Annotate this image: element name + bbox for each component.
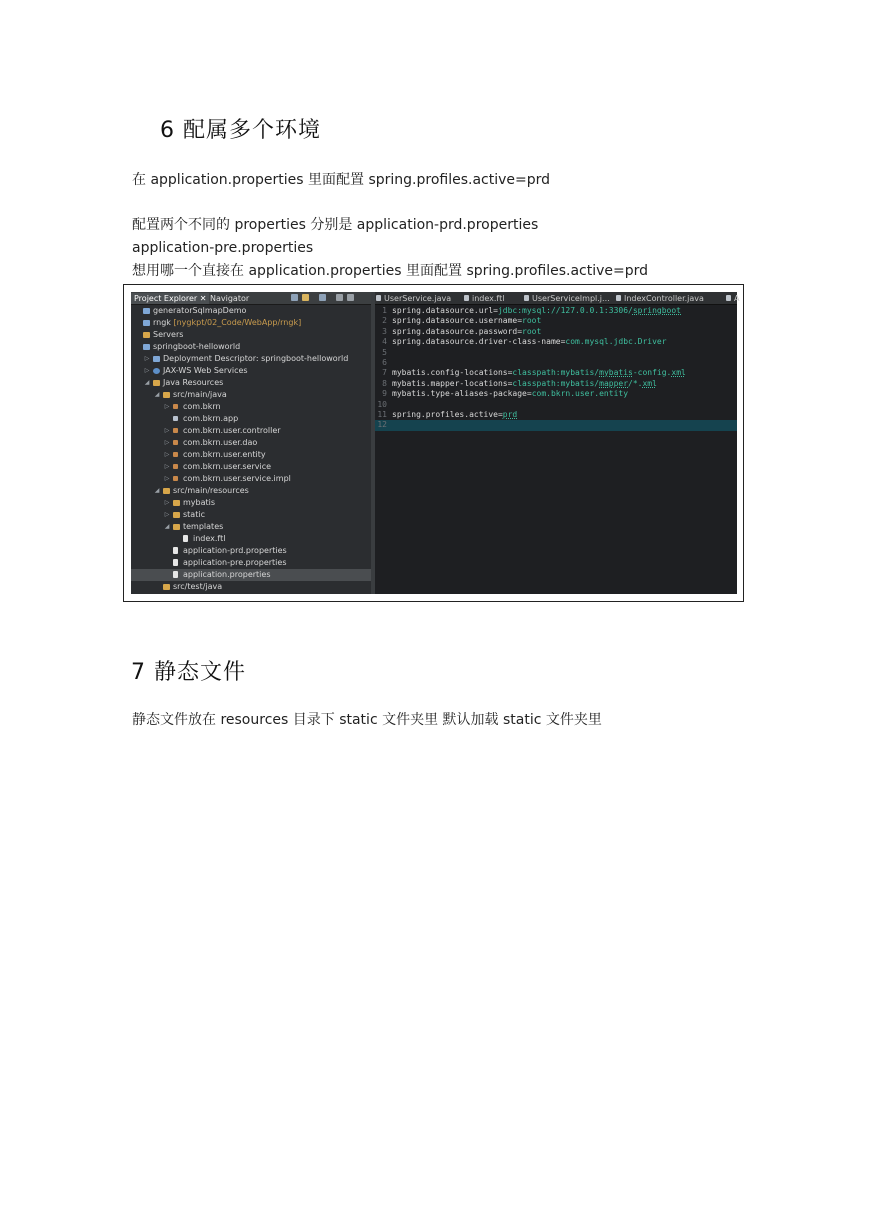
code-line[interactable] [375, 306, 737, 316]
tree-item-label: rngk [nygkpt/02_Code/WebApp/rngk] [153, 318, 302, 327]
code-text: spring.datasource.password=root [392, 326, 542, 336]
file-icon [173, 547, 178, 554]
code-line[interactable] [375, 400, 737, 410]
tree-item[interactable] [131, 557, 371, 569]
section-6-paragraph-3: application-pre.properties [132, 240, 314, 256]
code-line[interactable] [375, 316, 737, 326]
view-menu-icon[interactable] [319, 294, 326, 301]
editor-tab[interactable]: UserServiceImpl.j... [523, 293, 610, 304]
tree-item-label: springboot-helloworld [153, 342, 241, 351]
tree-item-label: Servers [153, 330, 184, 339]
tab-project-explorer[interactable]: Project Explorer ✕ [131, 293, 209, 304]
tree-item[interactable] [131, 425, 371, 437]
tree-item-label: Deployment Descriptor: springboot-helloworld [163, 354, 349, 363]
code-text: spring.datasource.url=jdbc:mysql://127.0.0.1:3306/springboot [392, 306, 681, 315]
file-icon [173, 559, 178, 566]
project-icon [153, 356, 160, 362]
project-icon [143, 308, 150, 314]
ide-screenshot-frame [123, 284, 744, 602]
code-text: spring.datasource.driver-class-name=com.mysql.jdbc.Driver [392, 337, 667, 347]
package-icon [173, 464, 178, 469]
code-line[interactable] [375, 337, 737, 347]
package-icon [173, 404, 178, 409]
package-icon [173, 440, 178, 445]
tree-item-label: index.ftl [193, 534, 226, 543]
tree-item[interactable] [131, 461, 371, 473]
tree-item[interactable] [131, 509, 371, 521]
project-icon [143, 320, 150, 326]
line-number: 10 [377, 399, 387, 409]
code-line[interactable] [375, 379, 737, 389]
code-text: mybatis.config-locations=classpath:mybatis/mybatis-config.xml [392, 368, 686, 378]
line-number: 5 [382, 347, 387, 357]
tree-item[interactable] [131, 341, 371, 353]
folder-icon [163, 584, 170, 590]
explorer-tab-bar [131, 292, 371, 305]
expand-arrow-icon[interactable]: ▷ [164, 427, 170, 434]
collapse-all-icon[interactable] [291, 294, 298, 301]
code-line[interactable] [375, 420, 737, 430]
line-number: 12 [377, 420, 387, 430]
expand-arrow-icon[interactable]: ▷ [164, 499, 170, 506]
tree-item-label: com.bkrn [183, 402, 221, 411]
editor-tab[interactable]: A [725, 293, 739, 304]
project-tree [131, 305, 371, 593]
section-6-paragraph-1: 在 application.properties 里面配置 spring.profiles.active=prd [132, 172, 551, 188]
expand-arrow-icon[interactable]: ▷ [144, 367, 150, 374]
section-7-heading: 7 静态文件 [131, 660, 246, 685]
tree-item[interactable] [131, 485, 371, 497]
project-explorer-panel [131, 292, 371, 594]
expand-arrow-icon[interactable]: ▷ [164, 463, 170, 470]
collapse-arrow-icon[interactable]: ◢ [154, 487, 160, 494]
folder-icon [163, 392, 170, 398]
tree-item[interactable] [131, 365, 371, 377]
tree-item-label: com.bkrn.user.controller [183, 426, 281, 435]
line-number: 6 [382, 357, 387, 367]
expand-arrow-icon[interactable]: ▷ [164, 439, 170, 446]
code-line[interactable] [375, 327, 737, 337]
code-line[interactable] [375, 358, 737, 368]
folder-icon [143, 332, 150, 338]
tree-item-path: [nygkpt/02_Code/WebApp/rngk] [170, 318, 302, 327]
code-line[interactable] [375, 389, 737, 399]
collapse-arrow-icon[interactable]: ◢ [144, 379, 150, 386]
link-editor-icon[interactable] [302, 294, 309, 301]
project-icon [143, 344, 150, 350]
code-line[interactable] [375, 348, 737, 358]
line-number: 7 [382, 368, 387, 378]
tree-item-label: com.bkrn.user.entity [183, 450, 266, 459]
section-6-heading: 6 配属多个环境 [160, 118, 321, 143]
tree-item[interactable] [131, 377, 371, 389]
tree-item[interactable] [131, 329, 371, 341]
tree-item-label: application.properties [183, 570, 271, 579]
editor-panel [375, 292, 740, 594]
code-text: spring.profiles.active=prd [392, 409, 518, 419]
expand-arrow-icon[interactable]: ▷ [164, 475, 170, 482]
expand-arrow-icon[interactable]: ▷ [164, 403, 170, 410]
folder-icon [163, 488, 170, 494]
code-text: mybatis.type-aliases-package=com.bkrn.user.entity [392, 389, 629, 399]
folder-icon [173, 512, 180, 518]
section-6-paragraph-2: 配置两个不同的 properties 分别是 application-prd.properties [132, 217, 539, 233]
tree-item-label: generatorSqlmapDemo [153, 306, 247, 315]
package-icon [173, 452, 178, 457]
tree-item-label: src/main/resources [173, 486, 249, 495]
tree-item-label: src/test/java [173, 582, 223, 591]
tab-navigator[interactable]: Navigator [210, 294, 250, 303]
tree-item[interactable] [131, 569, 371, 581]
tree-item[interactable] [131, 437, 371, 449]
web-service-icon [153, 368, 160, 374]
tree-item[interactable] [131, 413, 371, 425]
file-icon [173, 571, 178, 578]
tree-item[interactable] [131, 449, 371, 461]
tree-item-label: com.bkrn.app [183, 414, 239, 423]
tree-item-label: com.bkrn.user.service [183, 462, 272, 471]
code-line[interactable] [375, 368, 737, 378]
collapse-arrow-icon[interactable]: ◢ [164, 523, 170, 530]
tree-item[interactable] [131, 317, 371, 329]
tree-item-label: application-pre.properties [183, 558, 287, 567]
editor-tab[interactable]: UserService.java [375, 293, 451, 304]
folder-icon [153, 380, 160, 386]
ide-window [131, 292, 740, 594]
line-number: 11 [377, 409, 387, 419]
minimize-icon[interactable] [336, 294, 343, 301]
code-line[interactable] [375, 410, 737, 420]
editor-tab-bar [375, 292, 740, 305]
code-area[interactable] [375, 306, 737, 431]
line-number: 9 [382, 389, 387, 399]
tree-item[interactable] [131, 497, 371, 509]
editor-tab[interactable]: IndexController.java [615, 293, 704, 304]
tree-item[interactable] [131, 545, 371, 557]
tree-item-label: mybatis [183, 498, 216, 507]
tree-item[interactable] [131, 305, 371, 317]
package-icon [173, 416, 178, 421]
expand-arrow-icon[interactable]: ▷ [164, 511, 170, 518]
folder-icon [173, 524, 180, 530]
tree-item-label: JAX-WS Web Services [163, 366, 248, 375]
tree-item[interactable] [131, 389, 371, 401]
tree-item-label: application-prd.properties [183, 546, 287, 555]
tree-item-label: Java Resources [163, 378, 224, 387]
tree-item[interactable] [131, 581, 371, 593]
file-icon [183, 535, 188, 542]
line-number: 3 [382, 326, 387, 336]
tree-item[interactable] [131, 401, 371, 413]
tree-item[interactable] [131, 473, 371, 485]
code-text: mybatis.mapper-locations=classpath:mybatis/mapper/*.xml [392, 378, 657, 388]
expand-arrow-icon[interactable]: ▷ [164, 451, 170, 458]
line-number: 1 [382, 306, 387, 315]
tree-item-label: static [183, 510, 205, 519]
section-6-paragraph-4: 想用哪一个直接在 application.properties 里面配置 spring.profiles.active=prd [132, 263, 649, 279]
tree-item-label: templates [183, 522, 224, 531]
editor-tab[interactable]: index.ftl [463, 293, 504, 304]
tree-item[interactable] [131, 521, 371, 533]
tree-item[interactable] [131, 353, 371, 365]
section-7-paragraph-1: 静态文件放在 resources 目录下 static 文件夹里 默认加载 static 文件夹里 [132, 712, 602, 728]
tree-item[interactable] [131, 533, 371, 545]
tree-item-label: com.bkrn.user.dao [183, 438, 258, 447]
code-text: spring.datasource.username=root [392, 316, 542, 326]
package-icon [173, 428, 178, 433]
tree-item-label: com.bkrn.user.service.impl [183, 474, 291, 483]
line-number: 4 [382, 337, 387, 347]
tree-item-label: src/main/java [173, 390, 227, 399]
folder-icon [173, 500, 180, 506]
line-number: 2 [382, 316, 387, 326]
collapse-arrow-icon[interactable]: ◢ [154, 391, 160, 398]
maximize-icon[interactable] [347, 294, 354, 301]
expand-arrow-icon[interactable]: ▷ [144, 355, 150, 362]
package-icon [173, 476, 178, 481]
line-number: 8 [382, 378, 387, 388]
